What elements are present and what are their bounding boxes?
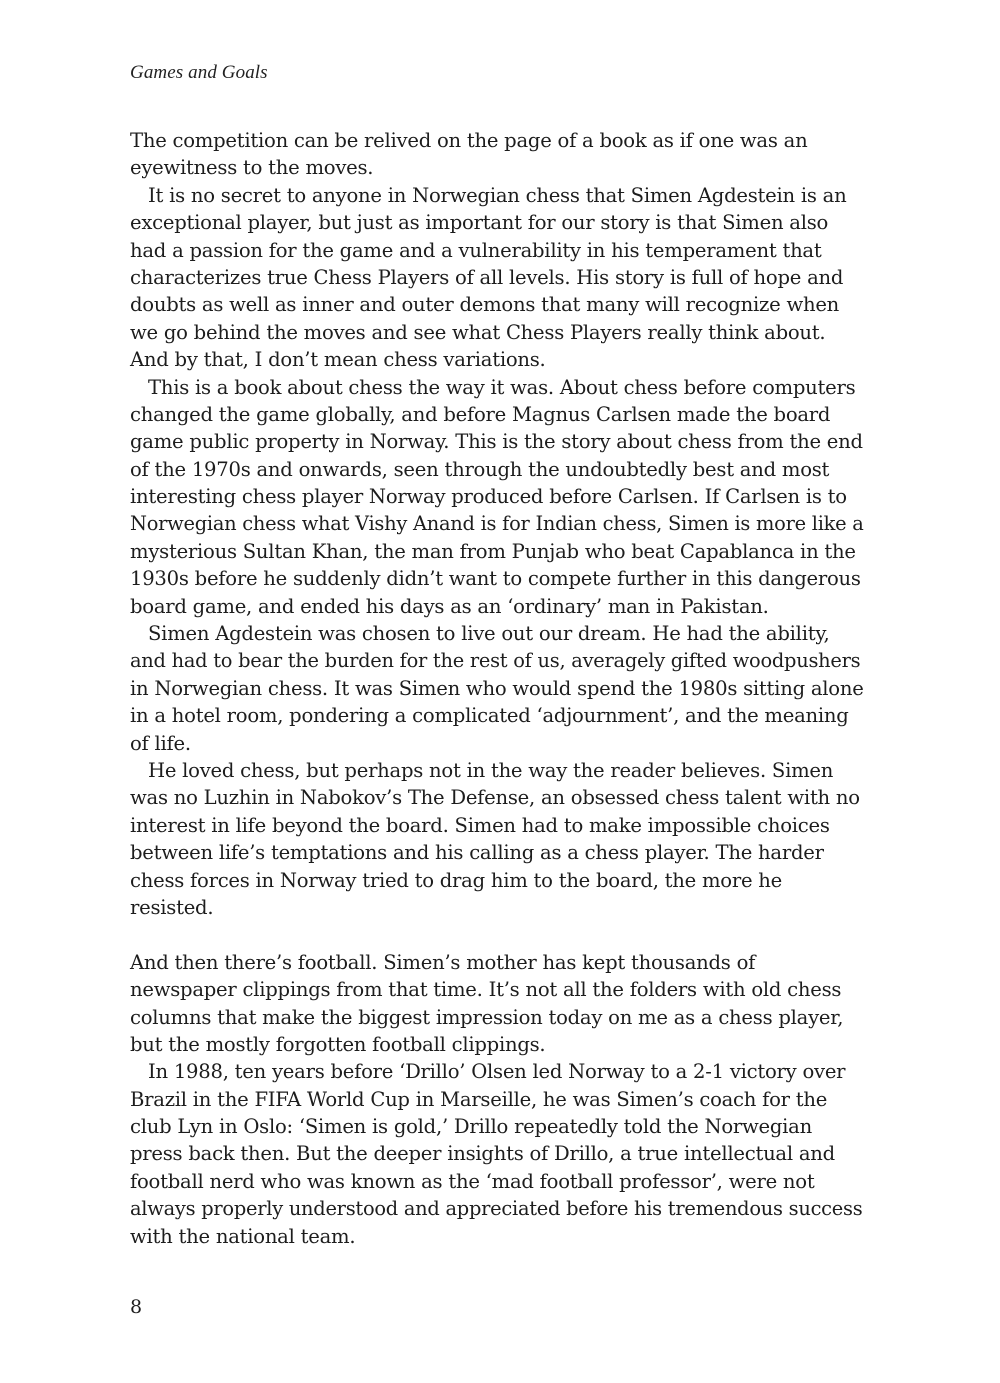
text-line: but the mostly forgotten football clippings.: [130, 1032, 546, 1056]
text-line: resisted.: [130, 895, 214, 919]
text-line: The competition can be relived on the page of a book as if one was an: [130, 129, 808, 152]
text-line: interest in life beyond the board. Simen had to make impossible choices: [130, 813, 830, 837]
text-line: always properly understood and appreciated before his tremendous success: [130, 1197, 863, 1221]
text-line: columns that make the biggest impression today on me as a chess player,: [130, 1005, 844, 1029]
text-line: of life.: [130, 731, 191, 755]
text-line: And by that, I don’t mean chess variations.: [130, 348, 546, 372]
body-text: [130, 127, 866, 1250]
text-line: Brazil in the FIFA World Cup in Marseille, he was Simen’s coach for the: [130, 1087, 828, 1111]
text-line: 1930s before he suddenly didn’t want to compete further in this dangerous: [130, 567, 861, 591]
text-line: press back then. But the deeper insights of Drillo, a true intellectual and: [130, 1142, 835, 1166]
text-line: In 1988, ten years before ‘Drillo’ Olsen led Norway to a 2-1 victory over: [148, 1060, 846, 1084]
text-line: Simen Agdestein was chosen to live out our dream. He had the ability,: [148, 622, 830, 646]
text-line: in a hotel room, pondering a complicated ‘adjournment’, and the meaning: [130, 704, 849, 728]
text-line: game public property in Norway. This is the story about chess from the end: [130, 430, 863, 454]
text-line: had a passion for the game and a vulnerability in his temperament that: [130, 238, 822, 262]
text-line: eyewitness to the moves.: [130, 156, 374, 180]
text-line: football nerd who was known as the ‘mad football professor’, were not: [130, 1169, 815, 1193]
text-line: mysterious Sultan Khan, the man from Punjab who beat Capablanca in the: [130, 539, 856, 563]
text-line: It is no secret to anyone in Norwegian chess that Simen Agdestein is an: [148, 183, 847, 207]
page-number: 8: [130, 1296, 143, 1318]
section-break: [130, 921, 866, 948]
text-line: This is a book about chess the way it was. About chess before computers: [148, 375, 856, 399]
text-line: exceptional player, but just as important for our story is that Simen also: [130, 211, 829, 235]
text-line: chess forces in Norway tried to drag him to the board, the more he: [130, 868, 782, 892]
text-line: with the national team.: [130, 1224, 356, 1248]
text-line: newspaper clippings from that time. It’s not all the folders with old chess: [130, 978, 842, 1002]
text-line: board game, and ended his days as an ‘ordinary’ man in Pakistan.: [130, 594, 769, 618]
text-line: interesting chess player Norway produced before Carlsen. If Carlsen is to: [130, 485, 847, 509]
text-line: changed the game globally, and before Magnus Carlsen made the board: [130, 402, 831, 426]
text-line: and had to bear the burden for the rest of us, averagely gifted woodpushers: [130, 649, 861, 673]
text-line: was no Luzhin in Nabokov’s The Defense, an obsessed chess talent with no: [130, 786, 860, 810]
text-line: He loved chess, but perhaps not in the way the reader believes. Simen: [148, 758, 834, 782]
text-line: club Lyn in Oslo: ‘Simen is gold,’ Drillo repeatedly told the Norwegian: [130, 1115, 812, 1139]
running-head: Games and Goals: [130, 62, 268, 83]
text-line: Norwegian chess what Vishy Anand is for Indian chess, Simen is more like a: [130, 512, 864, 536]
text-line: of the 1970s and onwards, seen through the undoubtedly best and most: [130, 457, 830, 481]
text-line: characterizes true Chess Players of all levels. His story is full of hope and: [130, 265, 844, 289]
text-line: between life’s temptations and his calling as a chess player. The harder: [130, 841, 824, 865]
text-line: in Norwegian chess. It was Simen who would spend the 1980s sitting alone: [130, 676, 864, 700]
text-line: doubts as well as inner and outer demons that many will recognize when: [130, 293, 840, 317]
text-line: we go behind the moves and see what Chess Players really think about.: [130, 320, 826, 344]
text-line: And then there’s football. Simen’s mother has kept thousands of: [130, 950, 756, 974]
